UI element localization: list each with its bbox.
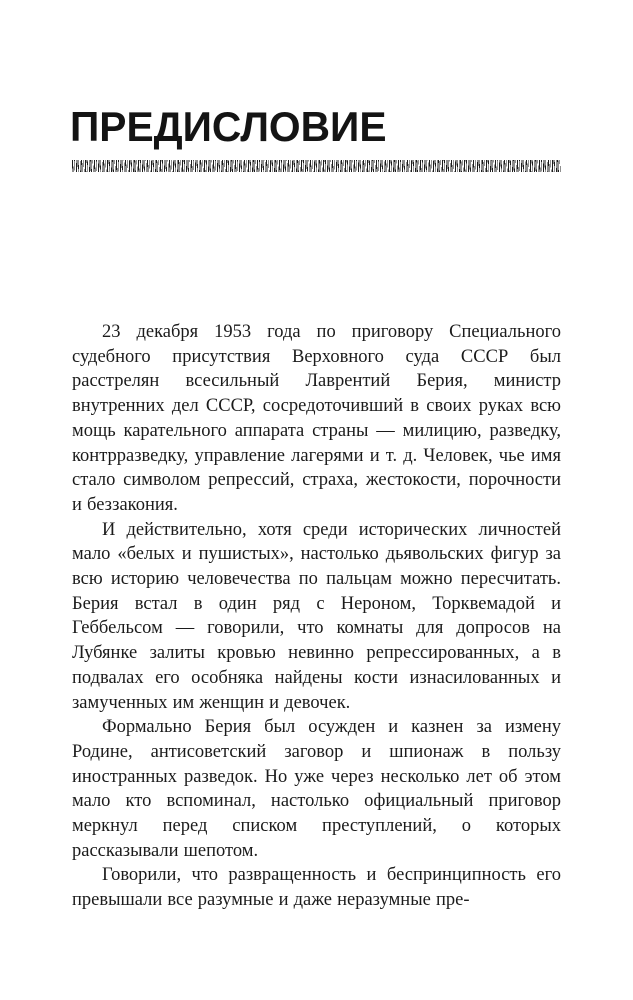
- chapter-title: ПРЕДИСЛОВИЕ: [70, 103, 387, 150]
- paragraph: 23 декабря 1953 года по приговору Специального судебного присутствия Верховного суда СССР был расстрелян всесильный Лаврентий Берия, министр внутренних дел СССР, сосредоточивший в своих руках всю мощь карательного аппарата страны — милицию, разведку, контрразведку, управление лагерями и т. д. Человек, чье имя стало символом репрессий, страха, жестокости, порочности и беззакония.: [72, 322, 561, 515]
- body-text: [72, 320, 561, 913]
- paragraph: И действительно, хотя среди исторических личностей мало «белых и пушистых», настолько дьявольских фигур за всю историю человечества по пальцам можно пересчитать. Берия встал в один ряд с Нероном, Торквемадой и Геббельсом — говорили, что комнаты для допросов на Лубянке залиты кровью невинно репрессированных, а в подвалах его особняка найдены кости изнасилованных и замученных им женщин и девочек.: [72, 519, 561, 713]
- paragraph: Говорили, что развращенность и беспринципность его превышали все разумные и даже неразумные пре-: [72, 865, 561, 911]
- paragraph: Формально Берия был осужден и казнен за измену Родине, антисоветский заговор и шпионаж в пользу иностранных разведок. Но уже через несколько лет об этом мало кто вспоминал, настолько официальный приговор меркнул перед списком преступлений, о которых рассказывали шепотом.: [72, 717, 561, 861]
- decorative-hatched-rule: [72, 160, 561, 172]
